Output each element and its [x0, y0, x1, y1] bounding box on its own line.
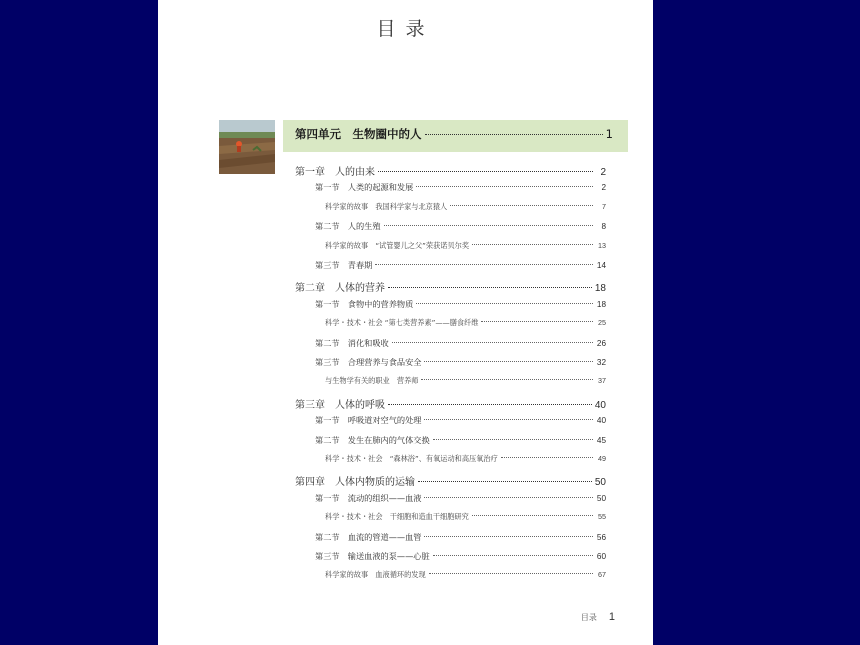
toc-entry-page-number: 49	[598, 454, 606, 463]
toc-entry-title: 第三节 合理营养与食品安全	[315, 357, 422, 367]
toc-entry-page-number: 67	[598, 570, 606, 580]
toc-sub-entry[interactable]	[325, 318, 606, 328]
toc-chapter-entry[interactable]	[295, 163, 606, 178]
toc-entry-page-number: 55	[598, 512, 606, 522]
toc-entry-page-number: 60	[596, 552, 606, 561]
toc-entry-page-number: 40	[596, 416, 606, 426]
toc-entry-page-number: 26	[596, 338, 606, 348]
leader-dots	[421, 379, 593, 380]
toc-entry-title: 科学・技术・社会 “森林浴”、有氧运动和高压氧治疗	[325, 454, 498, 463]
toc-entry-page-number: 13	[598, 240, 606, 250]
toc-sub-entry[interactable]	[325, 570, 606, 580]
toc-entry-title: 第二章 人体的营养	[295, 283, 385, 295]
leader-dots	[424, 497, 593, 498]
toc-entry-title: 第一节 人类的起源和发展	[315, 182, 414, 193]
toc-entry-title: 第二节 人的生殖	[315, 221, 381, 232]
toc-entry-title: 第三节 青春期	[315, 260, 373, 270]
toc-chapter-entry[interactable]	[295, 473, 606, 488]
toc-entry-page-number: 56	[596, 532, 606, 542]
toc-chapter-entry[interactable]	[295, 279, 606, 294]
toc-entry-title: 第三节 输送血液的泵——心脏	[315, 551, 430, 561]
toc-entry-title: 科学・技术・社会 干细胞和造血干细胞研究	[325, 512, 469, 522]
toc-entry-title: 与生物学有关的职业 营养师	[325, 376, 419, 386]
page-title: 目录	[376, 18, 435, 40]
toc-entry-title: 第一节 流动的组织——血液	[315, 492, 422, 503]
leader-dots	[450, 205, 593, 206]
toc-section-entry[interactable]	[315, 221, 606, 232]
footer-label: 目录	[580, 613, 597, 622]
leader-dots	[416, 303, 593, 304]
toc-entry-page-number: 40	[594, 399, 606, 411]
toc-entry-title: 科学・技术・社会 “第七类营养素”——膳食纤维	[325, 318, 479, 328]
leader-dots	[378, 171, 593, 172]
leader-dots	[472, 244, 593, 245]
toc-entry-title: 科学家的故事 “试管婴儿之父”荣获诺贝尔奖	[325, 240, 470, 250]
toc-entry-page-number: 50	[596, 493, 606, 503]
unit-title: 第四单元 生物圈中的人	[295, 127, 422, 141]
leader-dots	[418, 481, 592, 482]
toc-chapter-entry[interactable]	[295, 396, 606, 411]
toc-sub-entry[interactable]	[325, 376, 606, 386]
toc-entry-title: 第二节 发生在肺内的气体交换	[315, 434, 430, 445]
leader-dots	[416, 186, 593, 187]
toc-section-entry[interactable]	[315, 435, 606, 446]
toc-entry-page-number: 37	[598, 376, 606, 386]
footer-page-number: 1	[608, 611, 615, 623]
toc-section-entry[interactable]	[315, 551, 606, 562]
leader-dots	[375, 264, 593, 265]
toc-entry-title: 第二节 消化和吸收	[315, 337, 389, 348]
toc-entry-page-number: 50	[594, 477, 606, 489]
toc-section-entry[interactable]	[315, 260, 606, 271]
farmland-photo	[219, 120, 275, 174]
leader-dots	[425, 134, 603, 135]
toc-sub-entry[interactable]	[325, 512, 606, 522]
toc-entry-title: 第三章 人体的呼吸	[295, 399, 385, 411]
leader-dots	[433, 555, 593, 556]
leader-dots	[481, 321, 593, 322]
toc-entry-title: 第二节 血流的管道——血管	[315, 531, 422, 542]
toc-entry-title: 科学家的故事 血液循环的发现	[325, 570, 426, 580]
toc-entry-page-number: 7	[602, 201, 606, 211]
leader-dots	[433, 439, 593, 440]
toc-section-entry[interactable]	[315, 415, 606, 426]
leader-dots	[424, 361, 593, 362]
unit-page-number: 1	[605, 127, 613, 141]
leader-dots	[429, 573, 593, 574]
leader-dots	[424, 536, 593, 537]
leader-dots	[501, 457, 593, 458]
leader-dots	[472, 515, 593, 516]
toc-entry-title: 第一章 人的由来	[295, 167, 375, 178]
toc-entry-page-number: 2	[601, 183, 606, 193]
page-footer	[581, 611, 615, 623]
toc-section-entry[interactable]	[315, 299, 606, 310]
toc-entry-page-number: 32	[596, 358, 606, 367]
leader-dots	[388, 404, 592, 405]
toc-section-entry[interactable]	[315, 338, 606, 349]
toc-entry-page-number: 45	[596, 435, 606, 445]
toc-sub-entry[interactable]	[325, 241, 606, 251]
toc-entry-title: 科学家的故事 我国科学家与北京猿人	[325, 201, 448, 211]
toc-sub-entry[interactable]	[325, 202, 606, 212]
leader-dots	[424, 419, 593, 420]
toc-entry-title: 第四章 人体内物质的运输	[295, 477, 415, 489]
toc-entry-page-number: 18	[594, 283, 606, 295]
toc-section-entry[interactable]	[315, 357, 606, 368]
toc-entry-page-number: 8	[601, 222, 606, 232]
toc-entry-page-number: 18	[596, 299, 606, 309]
toc-section-entry[interactable]	[315, 182, 606, 193]
toc-unit-entry[interactable]	[295, 126, 613, 142]
toc-entry-title: 第一节 食物中的营养物质	[315, 298, 414, 309]
document-page	[158, 0, 653, 645]
toc-section-entry[interactable]	[315, 532, 606, 543]
toc-entry-page-number: 2	[600, 167, 606, 178]
toc-entry-page-number: 14	[596, 261, 606, 270]
toc-section-entry[interactable]	[315, 493, 606, 504]
toc-entry-title: 第一节 呼吸道对空气的处理	[315, 415, 422, 426]
toc-entry-page-number: 25	[598, 318, 606, 328]
leader-dots	[392, 342, 593, 343]
toc-sub-entry[interactable]	[325, 454, 606, 464]
leader-dots	[388, 287, 592, 288]
leader-dots	[384, 225, 593, 226]
